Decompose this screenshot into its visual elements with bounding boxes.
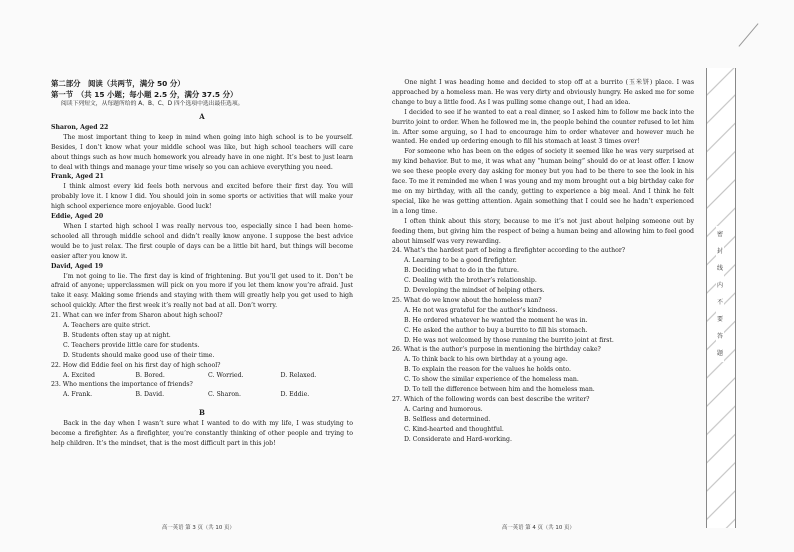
option: A. Frank. [63,391,93,399]
paragraph: One night I was heading home and decided to stop off at a burrito (玉米饼) place. I was approached by a homeless man. He was very dirty and obviously hungry. He asked me for some change to buy a little food. As I was pulling some change out, I had an idea. [392,79,694,106]
speaker-name: David, Aged 19 [51,262,104,270]
question [392,345,694,395]
option: D. Considerate and Hard-working. [404,435,512,443]
speaker-text: I’m not going to lie. The first day is kind of frightening. But you’ll get used to it. Don’t be afraid of anyone; upperclassmen will pick on you more if you let them know you’re afraid. Just take it easy. Making some friends and staying with them will greatly help you get used to high school quickly. After the first week it’s really not bad at all. Don’t worry. [51,272,353,310]
option-row [51,371,353,381]
passage-a [51,123,353,311]
option: B. Students often stay up at night. [63,331,171,339]
binding-char: 不 [716,299,723,306]
binding-char: 线 [716,265,723,272]
speaker-name: Sharon, Aged 22 [51,123,109,131]
question [392,395,694,445]
binding-char: 答 [716,333,723,340]
paragraph: For someone who has been on the edges of society it seemed like he was very surprised at my kind behavior. But to me, it was what any “human being” should do or at least offer. I know we see these people every day asking for money but you had to be there to see the look in his face. To me it reminded me when I was young and my mom brought out a big birthday cake for me on my birthday, with all the candy, getting to experience a big meal. And I think he felt special, like he was getting attention. Again something that I could see he hadn’t experienced in a long time. [392,148,694,215]
binding-char: 内 [716,282,723,289]
question-stem: 23. Who mentions the importance of friends? [51,381,193,389]
option: D. He was not welcomed by those running the burrito joint at first. [404,336,614,344]
option: C. He asked the author to buy a burrito to fill his stomach. [404,326,588,334]
question-stem: 27. Which of the following words can best describe the writer? [392,396,590,403]
question [392,246,694,296]
footer-right: 高一英语 第 4 页（共 10 页） [502,525,575,531]
option: A. Excited [63,371,95,379]
option: B. Selfless and determined. [404,415,491,423]
option: B. David. [135,391,165,399]
binding-char: 题 [716,350,723,357]
option: C. Teachers provide little care for students. [63,341,200,349]
scan-mark [738,23,758,47]
option: B. He ordered whatever he wanted the moment he was in. [404,316,588,324]
question-stem: 24. What’s the hardest part of being a firefighter according to the author? [392,247,626,255]
paragraph: Back in the day when I wasn’t sure what I wanted to do with my life, I was studying to become a firefighter. As a firefighter, you’re constantly thinking of other people and trying to help children. It’s the mindset, that is the most difficult part in this job! [51,420,353,448]
paragraph: I decided to see if he wanted to eat a real dinner, so I asked him to follow me back into the burrito joint to order. When he followed me in, the people behind the counter refused to let him in. After some arguing, so I had to encourage him to order whatever and however much he wanted. He ended up ordering enough to fill his stomach at least 3 times over! [392,108,694,146]
paragraph: I often think about this story, because to me it’s not just about helping someone out by feeding them, but giving him the respect of being a human being and allowing him to feel good about himself was very rewarding. [392,217,694,245]
option: D. Relaxed. [280,371,317,379]
question-stem: 22. How did Eddie feel on his first day of high school? [51,361,221,369]
speaker-text: When I started high school I was really nervous too, especially since I had been home-schooled all through middle school and didn’t really know anyone. I suppose the best advice would be to just relax. The first couple of days can be a little bit hard, but things will become easier after you know it. [51,222,353,260]
binding-char: 密 [716,231,723,238]
option: C. Worried. [208,371,244,379]
speaker-text: I think almost every kid feels both nervous and excited before their first day. You will probably love it. I know I did. You should join in some sports or activities that will make your high school experience more enjoyable. Good luck! [51,183,353,211]
option: A. Learning to be a good firefighter. [404,257,517,265]
option: C. Sharon. [208,391,241,399]
option: B. Bored. [135,371,165,379]
option: B. To explain the reason for the values he holds onto. [404,366,571,374]
option: C. To show the similar experience of the homeless man. [404,376,579,384]
questions-a [51,311,353,400]
binding-char: 封 [716,248,723,255]
question-stem: 26. What is the author’s purpose in mentioning the birthday cake? [392,346,601,354]
speaker-text: The most important thing to keep in mind when going into high school is to be yourself. Besides, I don’t know what your middle school was like, but high school teachers will care about things such as how much homework you already have in one night. It’s best to just learn to deal with things and manage your time wisely so you can achieve everything you need. [51,133,353,171]
section-title: 第一节 （共 15 小题；每小题 2.5 分，满分 37.5 分） [51,90,238,99]
option-row [51,390,353,400]
passage-b-left [51,419,353,449]
question [51,311,353,361]
option: A. To think back to his own birthday at a young age. [404,356,568,364]
option: A. He not was grateful for the author’s kindness. [404,306,558,314]
passage-b-letter: B [199,408,205,418]
option: D. Eddie. [280,391,310,399]
option: D. Students should make good use of their time. [63,351,215,359]
footer-left: 高一英语 第 3 页（共 10 页） [162,525,235,531]
speaker-name: Frank, Aged 21 [51,173,104,181]
passage-a-letter: A [199,111,205,121]
speaker-name: Eddie, Aged 20 [51,213,104,221]
question [51,361,353,381]
option: C. Dealing with the brother’s relationship. [404,277,537,285]
right-column [392,78,694,445]
option: B. Deciding what to do in the future. [404,267,520,275]
option: C. Kind-hearted and thoughtful. [404,425,504,433]
binding-char: 要 [716,316,723,323]
question-stem: 21. What can we infer from Sharon about high school? [51,312,223,320]
questions-b [392,246,694,444]
option: A. Caring and humorous. [404,405,483,413]
option: D. To tell the difference between him and the homeless man. [404,386,595,394]
instruction: 阅读下列短文，从每题所给的 A、B、C、D 四个选项中选出最佳选项。 [61,101,244,107]
question [392,296,694,346]
part-title: 第二部分 阅读（共两节，满分 50 分） [51,79,185,88]
left-column [51,78,353,449]
binding-text [716,226,724,362]
option: D. Developing the mindset of helping others. [404,287,545,295]
question-stem: 25. What do we know about the homeless man? [392,296,542,304]
passage-b-right [392,78,694,246]
option: A. Teachers are quite strict. [63,322,151,330]
question [51,380,353,400]
